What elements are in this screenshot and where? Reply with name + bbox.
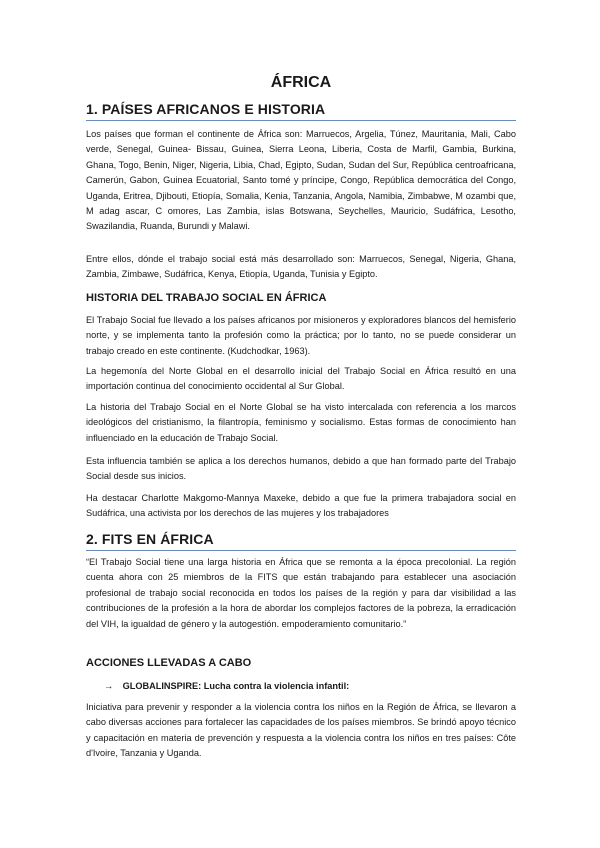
history-paragraph: La hegemonía del Norte Global en el desarrollo inicial del Trabajo Social en África resultó en una importación continua del conocimiento occidental al Sur Global. (86, 366, 516, 392)
history-paragraph: La historia del Trabajo Social en el Norte Global se ha visto intercalada con referencia a los marcos ideológicos del cristianismo, la filantropía, feminismo y socialismo. Estas formas de conocimiento han influenciado en la educación de Trabajo Social. (86, 402, 516, 443)
globalinspire-paragraph: Iniciativa para prevenir y responder a la violencia contra los niños en la Región de África, se llevaron a cabo diversas acciones para fortalecer las capacidades de los países miembros. Se brindó apoyo técnico y capacitación en materia de prevención y respuesta a la violencia contra los niños en tres países: Côte d'Ivoire, Tanzania y Uganda. (86, 702, 516, 759)
developed-countries-paragraph: Entre ellos, dónde el trabajo social está más desarrollado son: Marruecos, Senegal, Nigeria, Ghana, Zambia, Zimbawe, Sudáfrica, Kenya, Etiopía, Uganda, Tunisia y Egipto. (86, 254, 516, 280)
globalinspire-bullet (100, 681, 516, 691)
section-2-rule (86, 550, 516, 551)
history-paragraph: Esta influencia también se aplica a los derechos humanos, debido a que han formado parte del Trabajo Social desde sus inicios. (86, 456, 516, 482)
history-subheading: HISTORIA DEL TRABAJO SOCIAL EN ÁFRICA (86, 292, 327, 304)
arrow-right-icon: → (104, 681, 114, 691)
page-title: ÁFRICA (270, 74, 332, 91)
section-1-rule (86, 120, 516, 121)
actions-subheading: ACCIONES LLEVADAS A CABO (86, 657, 252, 669)
history-paragraph: El Trabajo Social fue llevado a los países africanos por misioneros y exploradores blancos del hemisferio norte, y se implementa tanto la profesión como la práctica; por lo tanto, no se puede considerar un trabajo creado en este continente. (Kudchodkar, 1963). (86, 315, 516, 356)
countries-paragraph: Los países que forman el continente de África son: Marruecos, Argelia, Túnez, Mauritania, Mali, Cabo verde, Senegal, Guinea- Bissau, Guinea, Sierra Leona, Liberia, Costa de Marfil, Gambia, Burkina, Ghana, Togo, Benin, Niger, Nigeria, Libia, Chad, Egipto, Sudan, Sudan del Sur, República centroafricana, Camerún, Gabon, Guinea Ecuatorial, Santo tomé y príncipe, Congo, República democrática del Congo, Uganda, Eritrea, Djibouti, Etiopía, Somalia, Kenia, Tanzania, Angola, Namibia, Zimbabwe, M ozambi que, M adag ascar, C omores, Las Zambia, islas Botswana, Seychelles, Mauricio, Sudáfrica, Lesotho, Swazilandia, Ruanda, Burundi y Malawi. (86, 129, 516, 232)
section-1-heading: 1. PAÍSES AFRICANOS E HISTORIA (86, 101, 326, 117)
section-2-heading: 2. FITS EN ÁFRICA (86, 531, 214, 547)
history-paragraph: Ha destacar Charlotte Makgomo-Mannya Maxeke, debido a que fue la primera trabajadora social en Sudáfrica, una activista por los derechos de las mujeres y los trabajadores (86, 493, 516, 519)
bullet-label: GLOBALINSPIRE: Lucha contra la violencia infantil: (122, 681, 350, 691)
fits-quote: “El Trabajo Social tiene una larga historia en África que se remonta a la época precolonial. La región cuenta ahora con 25 miembros de la FITS que están trabajando para establecer una asociación profesional de trabajo social reconocida en todos los países de la región y para dar visibilidad a las contribuciones de la profesión a la hora de abordar los complejos factores de la pobreza, la erradicación del VIH, la igualdad de género y la autogestión. empoderamiento comunitario.” (86, 557, 516, 629)
